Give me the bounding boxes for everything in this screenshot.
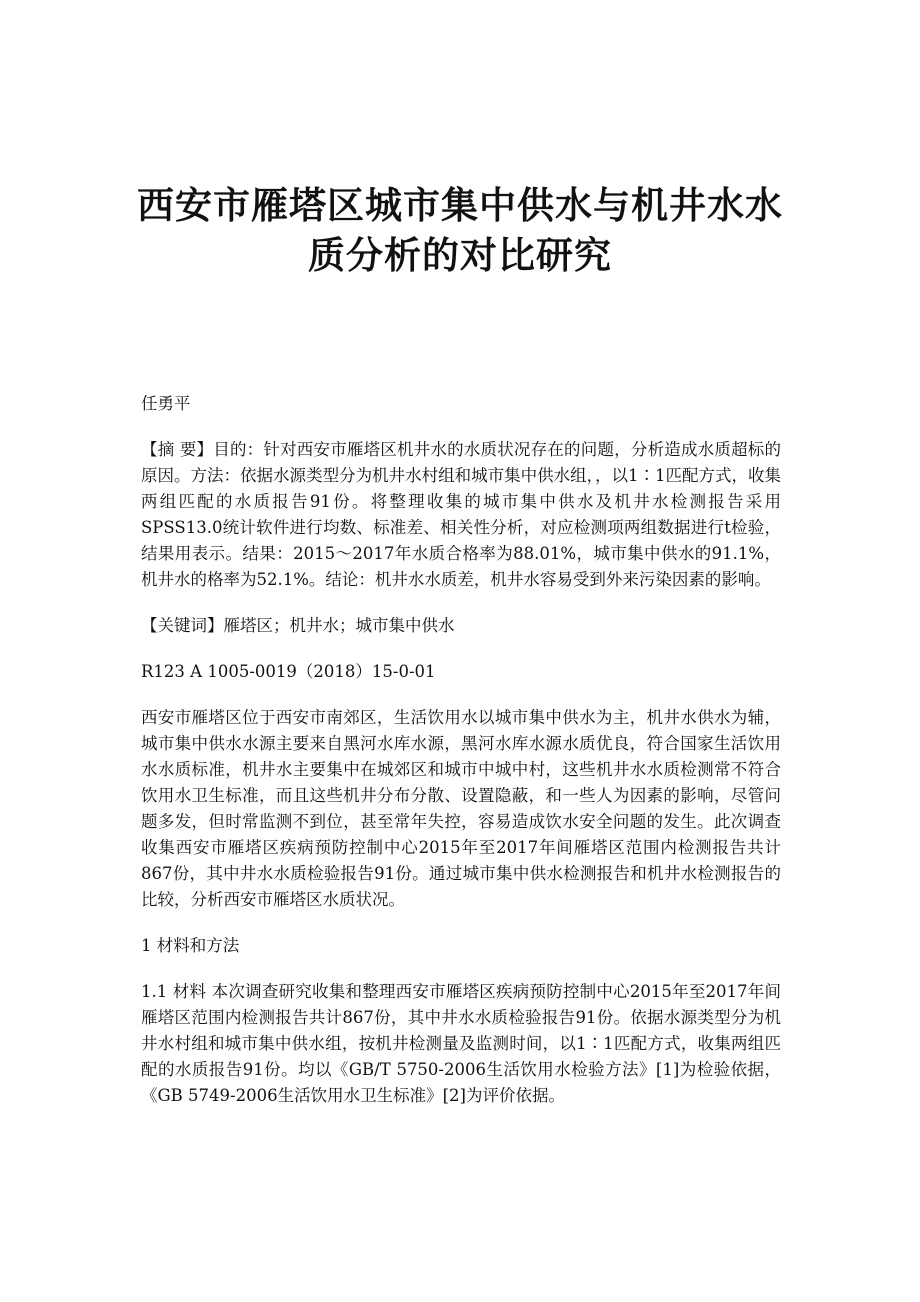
- section-materials-paragraph: 1.1 材料 本次调查研究收集和整理西安市雁塔区疾病预防控制中心2015年至2017年间雁塔区范围内检测报告共计867份，其中井水水质检验报告91份。依据水源类型分为机井水村组和城市集中供水组，按机井检测量及监测时间，以1∶1匹配方式，收集两组匹配的水质报告91份。均以《GB/T 5750-2006生活饮用水检验方法》[1]为检验依据，《GB 5749-2006生活饮用水卫生标准》[2]为评价依据。: [141, 982, 781, 1105]
- paper-body: [141, 391, 781, 1129]
- introduction-paragraph: 西安市雁塔区位于西安市南郊区，生活饮用水以城市集中供水为主，机井水供水为辅，城市集中供水水源主要来自黑河水库水源，黑河水库水源水质优良，符合国家生活饮用水水质标准，机井水主要集中在城郊区和城市中城中村，这些机井水水质检测常不符合饮用水卫生标准，而且这些机井分布分散、设置隐蔽，和一些人为因素的影响，尽管问题多发，但时常监测不到位，甚至常年失控，容易造成饮水安全问题的发生。此次调查收集西安市雁塔区疾病预防控制中心2015年至2017年间雁塔区范围内检测报告共计867份，其中井水水质检验报告91份。通过城市集中供水检测报告和机井水检测报告的比较，分析西安市雁塔区水质状况。: [141, 708, 781, 909]
- paper-title: 西安市雁塔区城市集中供水与机井水水质分析的对比研究: [137, 184, 783, 277]
- abstract-paragraph: 【摘 要】目的：针对西安市雁塔区机井水的水质状况存在的问题，分析造成水质超标的原因。方法：依据水源类型分为机井水村组和城市集中供水组，，以1∶1匹配方式，收集两组匹配的水质报告91份。将整理收集的城市集中供水及机井水检测报告采用SPSS13.0统计软件进行均数、标准差、相关性分析，对应检测项两组数据进行t检验，结果用表示。结果：2015～2017年水质合格率为88.01%，城市集中供水的91.1%，机井水的格率为52.1%。结论：机井水水质差，机井水容易受到外来污染因素的影响。: [141, 440, 781, 589]
- keywords-paragraph: 【关键词】雁塔区；机井水；城市集中供水: [141, 616, 455, 635]
- section-heading-materials-methods: 1 材料和方法: [141, 936, 240, 955]
- classification-code: R123 A 1005-0019（2018）15-0-01: [141, 662, 436, 681]
- author-name: 任勇平: [141, 394, 191, 413]
